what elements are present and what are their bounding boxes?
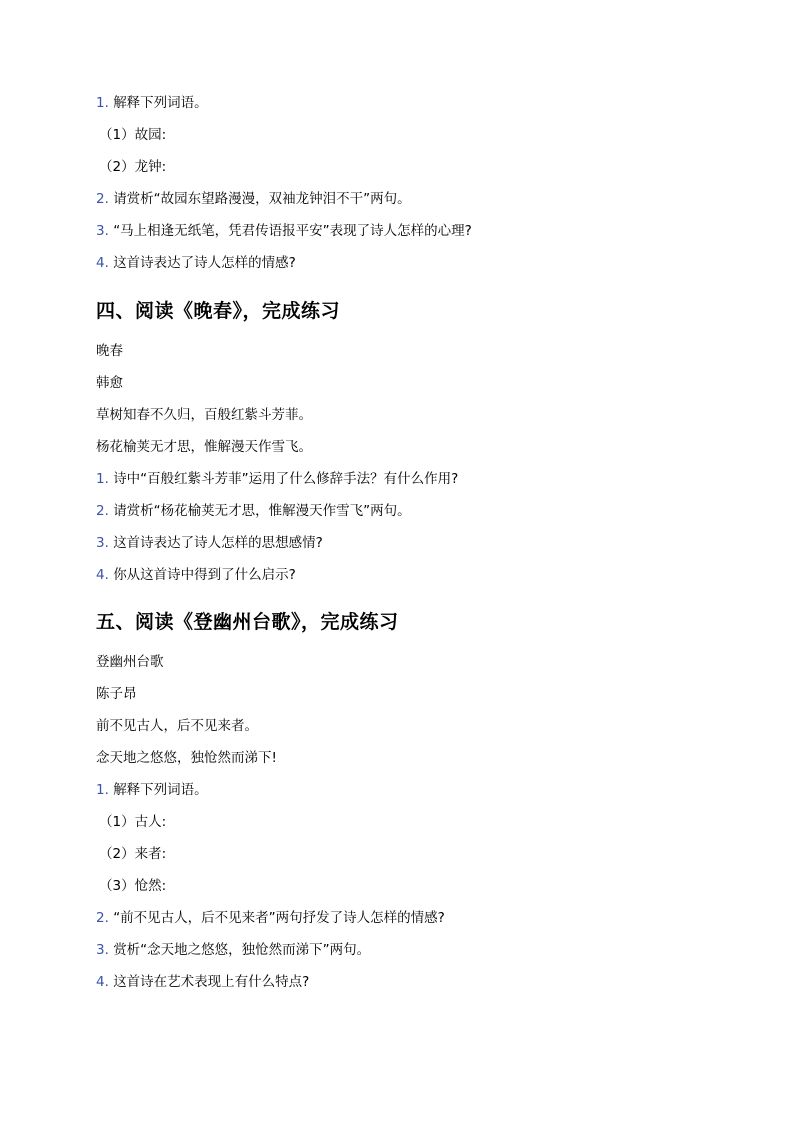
poem-author: 陈子昂 <box>96 686 137 702</box>
question-text: 这首诗表达了诗人怎样的情感? <box>113 255 296 271</box>
poem-line-1: 草树知春不久归，百般红紫斗芳菲。 <box>96 407 312 423</box>
question-1 <box>96 93 208 113</box>
question-text: 解释下列词语。 <box>113 95 208 111</box>
poem-line-1: 前不见古人，后不见来者。 <box>96 718 258 734</box>
question-1-sub-2: （2）来者: <box>99 846 167 862</box>
question-number: 1. <box>96 782 109 798</box>
question-1-sub-2: （2）龙钟: <box>99 159 167 175</box>
question-1-sub-3: （3）怆然: <box>99 878 167 894</box>
question-number: 2. <box>96 910 109 926</box>
question-3 <box>96 940 370 960</box>
question-1 <box>96 469 458 489</box>
question-text: 解释下列词语。 <box>113 782 208 798</box>
question-2 <box>96 501 411 521</box>
question-4 <box>96 253 296 273</box>
question-1 <box>96 780 208 800</box>
question-1-sub-1: （1）故园: <box>99 127 167 143</box>
question-number: 1. <box>96 95 109 111</box>
section-heading-4: 四、阅读《晚春》，完成练习 <box>96 300 341 322</box>
question-text: 诗中“百般红紫斗芳菲”运用了什么修辞手法？有什么作用? <box>113 471 459 487</box>
question-text: 请赏析“杨花榆荚无才思，惟解漫天作雪飞”两句。 <box>113 503 411 519</box>
question-text: “前不见古人，后不见来者”两句抒发了诗人怎样的情感? <box>113 910 445 926</box>
section-heading-5: 五、阅读《登幽州台歌》，完成练习 <box>96 611 399 633</box>
poem-title: 晚春 <box>96 343 123 359</box>
question-text: 这首诗在艺术表现上有什么特点? <box>113 974 310 990</box>
question-number: 2. <box>96 503 109 519</box>
question-text: 请赏析“故园东望路漫漫，双袖龙钟泪不干”两句。 <box>113 191 411 207</box>
question-2 <box>96 908 445 928</box>
question-text: “马上相逢无纸笔，凭君传语报平安”表现了诗人怎样的心理? <box>113 223 472 239</box>
question-text: 你从这首诗中得到了什么启示? <box>113 567 296 583</box>
question-1-sub-1: （1）古人: <box>99 814 167 830</box>
question-text: 赏析“念天地之悠悠，独怆然而涕下”两句。 <box>113 942 371 958</box>
question-number: 4. <box>96 974 109 990</box>
question-text: 这首诗表达了诗人怎样的思想感情? <box>113 535 323 551</box>
poem-line-2: 念天地之悠悠，独怆然而涕下! <box>96 750 277 766</box>
question-number: 4. <box>96 255 109 271</box>
question-2 <box>96 189 411 209</box>
question-number: 4. <box>96 567 109 583</box>
question-number: 1. <box>96 471 109 487</box>
question-4 <box>96 972 309 992</box>
poem-title: 登幽州台歌 <box>96 654 164 670</box>
poem-line-2: 杨花榆荚无才思，惟解漫天作雪飞。 <box>96 439 312 455</box>
poem-author: 韩愈 <box>96 375 123 391</box>
question-number: 3. <box>96 223 109 239</box>
question-4 <box>96 565 296 585</box>
question-number: 2. <box>96 191 109 207</box>
question-number: 3. <box>96 535 109 551</box>
question-number: 3. <box>96 942 109 958</box>
question-3 <box>96 533 323 553</box>
question-3 <box>96 221 472 241</box>
